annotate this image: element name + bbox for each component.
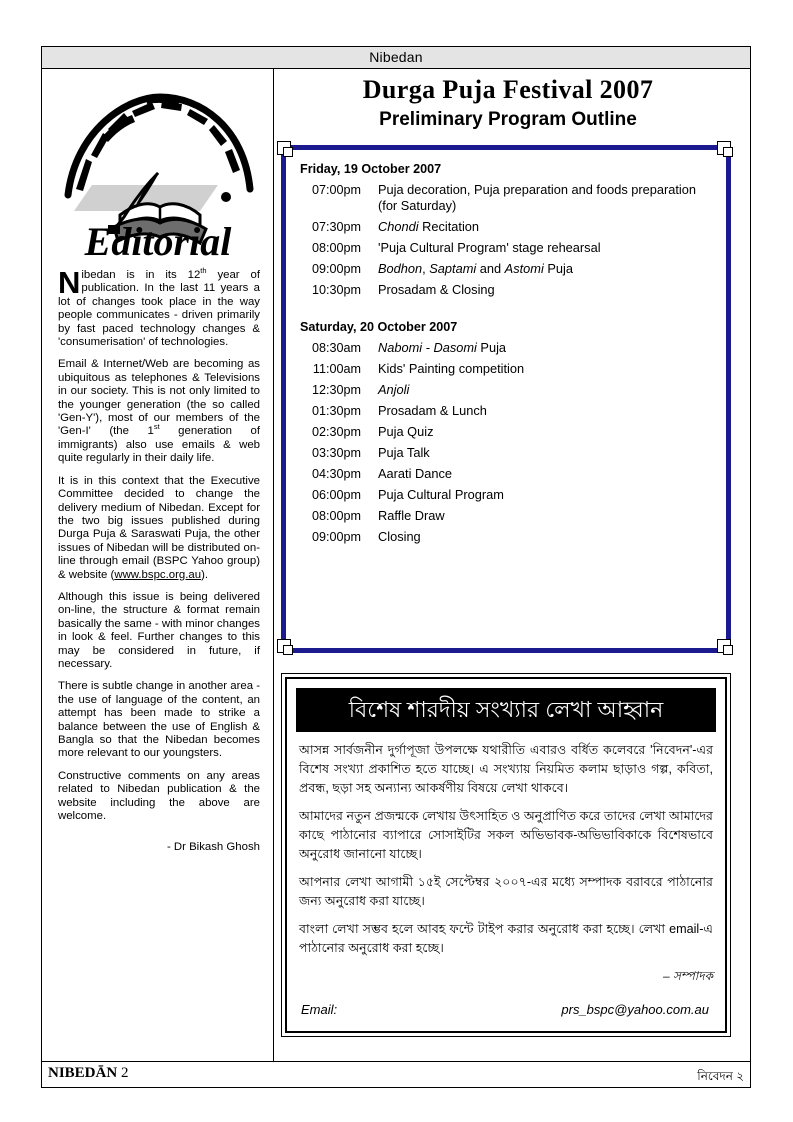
bengali-signature: – সম্পাদক — [662, 969, 713, 983]
schedule-box — [281, 145, 731, 653]
schedule-event — [300, 240, 716, 256]
event-time: 08:00pm — [311, 241, 361, 255]
event-time: 09:00pm — [311, 262, 361, 276]
event-description: Nabomi - Dasomi Puja — [378, 340, 507, 355]
event-description: Puja decoration, Puja preparation and foods preparation (for Saturday) — [378, 182, 697, 213]
schedule-event — [300, 487, 716, 503]
bengali-notice-box — [281, 673, 731, 1037]
schedule-event — [300, 529, 716, 545]
schedule-event — [300, 340, 716, 356]
event-description: Anjoli — [378, 382, 410, 397]
event-description: Puja Cultural Program — [378, 487, 504, 502]
program-column — [274, 69, 750, 1062]
schedule-event — [300, 508, 716, 524]
schedule-event — [300, 424, 716, 440]
event-time: 07:30pm — [311, 220, 361, 234]
event-description: Puja Talk — [378, 445, 430, 460]
event-time: 10:30pm — [311, 283, 361, 297]
email-address[interactable]: prs_bspc@yahoo.com.au — [561, 1002, 709, 1017]
editorial-signature: - Dr Bikash Ghosh — [166, 841, 260, 854]
masthead-title: Nibedan — [369, 49, 423, 65]
page-footer — [42, 1061, 750, 1087]
corner-ornament-top-right — [717, 141, 735, 159]
bengali-paragraph: বাংলা লেখা সম্ভব হলে আবহ ফন্টে টাইপ করার অনুরোধ করা হচ্ছে। লেখা email-এ পাঠানোর অনুরোধ করা হচ্ছে। — [299, 922, 713, 955]
event-description: Raffle Draw — [378, 508, 445, 523]
event-description: 'Puja Cultural Program' stage rehearsal — [378, 240, 601, 255]
festival-title: Durga Puja Festival 2007 — [362, 75, 654, 104]
event-description: Prosadam & Closing — [378, 282, 495, 297]
drop-cap: N — [58, 265, 81, 300]
editorial-column — [42, 69, 274, 1062]
corner-ornament-bottom-right — [717, 639, 735, 657]
bengali-notice-inner — [285, 677, 727, 1033]
event-time: 06:00pm — [311, 488, 361, 502]
footer-bangla: নিবেদন ২ — [697, 1069, 744, 1083]
schedule-event — [300, 219, 716, 235]
editorial-paragraph: Although this issue is being delivered on-line, the structure & format remain basically the same - with minor changes in look & feel. Further changes to this may be considered in future, if necessary. — [58, 590, 260, 670]
bengali-paragraph: আপনার লেখা আগামী ১৫ই সেপ্টেম্বর ২০০৭-এর মধ্যে সম্পাদক বরাবরে পাঠানোর জন্য অনুরোধ করা যাচ্ছে। — [299, 875, 713, 908]
day-events — [300, 340, 716, 545]
event-description: Prosadam & Lunch — [378, 403, 487, 418]
footer-publication — [48, 1065, 128, 1082]
event-description: Kids' Painting competition — [378, 361, 525, 376]
footer-title: NIBEDĀN — [48, 1065, 118, 1081]
event-time: 08:30am — [311, 341, 361, 355]
event-time: 03:30pm — [311, 446, 361, 460]
editorial-logo — [50, 77, 266, 259]
bengali-notice-banner: বিশেষ শারদীয় সংখ্যার লেখা আহ্বান — [296, 688, 716, 732]
schedule-event — [300, 403, 716, 419]
website-link[interactable]: www.bspc.org.au — [114, 568, 202, 581]
event-time: 08:00pm — [311, 509, 361, 523]
schedule-event — [300, 282, 716, 298]
bengali-paragraph: আসন্ন সার্বজনীন দুর্গাপূজা উপলক্ষে যথারীতি এবারও বর্ধিত কলেবরে 'নিবেদন'-এর বিশেষ সংখ্যা প্রকাশিত হতে যাচ্ছে। এ সংখ্যায় নিয়মিত কলাম ছাড়াও গল্প, কবিতা, প্রবন্ধ, ছড়া সহ অন্যান্য আকর্ষণীয় বিষয়ে লেখা থাকবে। — [299, 743, 713, 795]
event-description: Chondi Recitation — [378, 219, 480, 234]
schedule-event — [300, 361, 716, 377]
event-time: 01:30pm — [311, 404, 361, 418]
event-time: 02:30pm — [311, 425, 361, 439]
editorial-paragraph: It is in this context that the Executive Committee decided to change the delivery medium of Nibedan. Except for the two big issues published during Durga Puja & Saraswati Puja, the other issues of Nibedan will be distributed on-line through email (BSPC Yahoo group) & website (www.bspc.org.au). — [58, 474, 260, 581]
schedule-event — [300, 382, 716, 398]
schedule-event — [300, 445, 716, 461]
event-time: 07:00pm — [311, 183, 361, 197]
email-label: Email: — [301, 1002, 338, 1017]
schedule-event — [300, 261, 716, 277]
corner-ornament-bottom-left — [277, 639, 295, 657]
event-time: 04:30pm — [311, 467, 361, 481]
contact-email-row — [301, 1002, 709, 1017]
editorial-paragraph: Constructive comments on any areas related to Nibedan publication & the website including the above are welcome. — [58, 769, 260, 823]
schedule-event — [300, 466, 716, 482]
day-heading: Saturday, 20 October 2007 — [300, 320, 458, 334]
bengali-notice-body — [299, 741, 713, 986]
editorial-paragraph: There is subtle change in another area - the use of language of the content, an attempt has been made to strike a balance between the use of English & Bangla so that the Nibedan becomes more relevant to our youngsters. — [58, 680, 260, 760]
editorial-wordmark: Editorial — [84, 219, 232, 259]
editorial-text — [58, 265, 260, 855]
editorial-paragraph: Email & Internet/Web are becoming as ubiquitous as telephones & Televisions in our society. This is not only limited to the younger generation (the so called 'Gen-Y'), most of our members of the 'Gen-I' (the 1st generation of immigrants) also use emails & web quite regularly in their daily life. — [58, 358, 260, 465]
newsletter-page — [41, 46, 751, 1088]
event-time: 12:30pm — [311, 383, 361, 397]
footer-page-number: 2 — [120, 1065, 129, 1081]
festival-subtitle: Preliminary Program Outline — [379, 109, 637, 130]
event-description: Puja Quiz — [378, 424, 434, 439]
editorial-logo-artwork — [50, 77, 266, 259]
day-heading: Friday, 19 October 2007 — [300, 162, 442, 176]
event-description: Bodhon, Saptami and Astomi Puja — [378, 261, 573, 276]
bangla-arc-icon — [68, 97, 250, 195]
schedule-day — [300, 320, 716, 545]
day-events — [300, 182, 716, 298]
corner-ornament-top-left — [277, 141, 295, 159]
page-columns — [42, 69, 750, 1062]
schedule-day — [300, 162, 716, 298]
editorial-paragraph: Nibedan is in its 12th year of publication. In the last 11 years a lot of changes took place in the way people communicates - driven primarily by fast paced technology changes & 'consumerisation' of technologies. — [58, 265, 260, 349]
schedule-event — [300, 182, 716, 214]
bengali-paragraph: আমাদের নতুন প্রজন্মকে লেখায় উৎসাহিত ও অনুপ্রাণিত করে তাদের লেখা আমাদের কাছে পাঠানোর ব্যাপারে সোসাইটির সকল অভিভাবক-অভিভাবিকাকে বিশেষভাবে অনুরোধ জানানো যাচ্ছে। — [299, 809, 713, 861]
event-time: 09:00pm — [311, 530, 361, 544]
event-time: 11:00am — [312, 362, 361, 376]
event-description: Closing — [378, 529, 421, 544]
schedule-list — [300, 162, 716, 550]
masthead-bar — [42, 47, 750, 69]
event-description: Aarati Dance — [378, 466, 452, 481]
